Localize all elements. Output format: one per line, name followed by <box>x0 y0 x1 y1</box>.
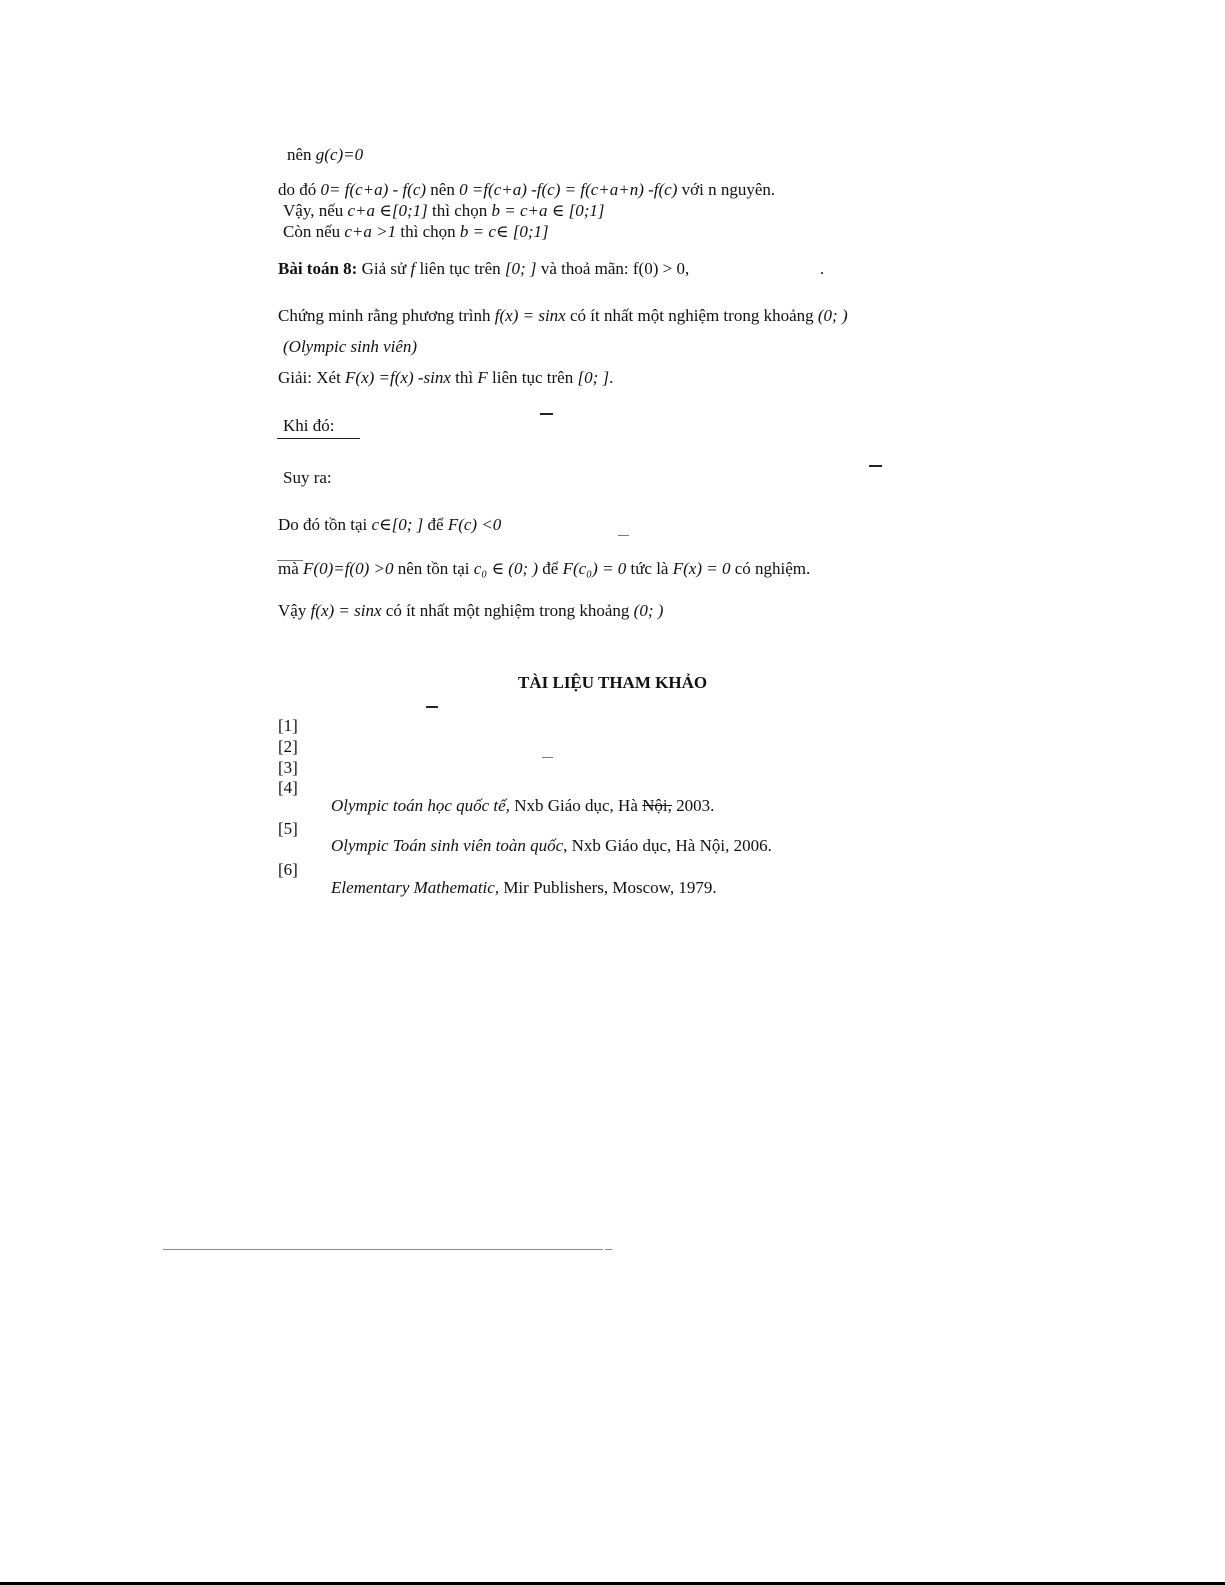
text: nên <box>287 145 316 164</box>
text: do đó <box>278 180 321 199</box>
math: [0; ] <box>577 368 610 387</box>
underline-rule <box>277 438 360 439</box>
math: F(c₀) = 0 <box>562 559 627 578</box>
suy-ra-label: Suy ra: <box>283 468 332 487</box>
math: f <box>410 259 416 278</box>
reference-title: Olympic toán học quốc tế, <box>331 796 510 815</box>
math: F(x) = 0 <box>672 559 731 578</box>
reference-number: [3] <box>278 758 298 777</box>
reference-title: Elementary Mathematic <box>331 878 495 897</box>
proof-line-3 <box>283 201 604 221</box>
text: Vậy <box>278 601 311 620</box>
text: có ít nhất một nghiệm trong khoảng <box>381 601 634 620</box>
source-note: (Olympic sinh viên) <box>283 337 418 356</box>
reference-entry <box>331 878 717 898</box>
math: b = c+a ∈ [0;1] <box>491 201 605 220</box>
math: F <box>477 368 488 387</box>
solution-line-1 <box>278 368 613 388</box>
fraction-bar <box>618 535 629 536</box>
fraction-bar <box>540 413 553 415</box>
math: c₀ ∈ (0; ) <box>473 559 539 578</box>
math: c∈[0; ] <box>371 515 424 534</box>
proof-line-1 <box>287 145 363 165</box>
text: nên <box>426 180 460 199</box>
text: với n nguyên. <box>677 180 776 199</box>
reference-publisher: Nxb Giáo dục, Hà <box>509 796 643 815</box>
math: g(c)=0 <box>315 145 364 164</box>
text: liên tục trên <box>415 259 505 278</box>
math: c+a >1 <box>344 222 397 241</box>
fraction-bar <box>542 757 553 758</box>
reference-number: [4] <box>278 778 298 797</box>
text: thì <box>450 368 478 387</box>
reference-entry <box>331 796 714 816</box>
reference-title: Olympic Toán sinh viên toàn quốc <box>331 836 564 855</box>
text: Chứng minh rằng phương trình <box>278 306 495 325</box>
proof-line-4 <box>283 222 549 242</box>
fraction-bar <box>426 706 438 708</box>
text: Vậy, nếu <box>283 201 348 220</box>
text: Còn nếu <box>283 222 345 241</box>
reference-number: [2] <box>278 737 298 756</box>
reference-entry <box>331 836 772 856</box>
text: nên tồn tại <box>393 559 474 578</box>
math: F(x) =f(x) -sinx <box>345 368 451 387</box>
text: . <box>609 368 614 387</box>
math: f(x) = sinx <box>310 601 382 620</box>
text: để <box>423 515 448 534</box>
struck-text: Nội, <box>642 796 672 815</box>
fraction-bar <box>869 465 882 467</box>
text: thì chọn <box>427 201 492 220</box>
text: Giả sử <box>357 259 411 278</box>
references-heading <box>518 673 707 693</box>
math: (0; ) <box>817 306 848 325</box>
math: c+a ∈[0;1] <box>347 201 428 220</box>
text: và thoả mãn: f(0) > 0, <box>536 259 690 278</box>
math: f(x) = sinx <box>494 306 566 325</box>
reference-number: [5] <box>278 819 298 838</box>
proof-line-2 <box>278 180 775 200</box>
problem-8-prove <box>278 306 848 326</box>
text: có ít nhất một nghiệm trong khoảng <box>565 306 818 325</box>
math: 0 =f(c+a) -f(c) = f(c+a+n) -f(c) <box>459 180 678 199</box>
text: Do đó tồn tại <box>278 515 372 534</box>
solution-line-4 <box>278 515 501 535</box>
text: có nghiệm. <box>730 559 811 578</box>
footnote-separator-tail <box>605 1249 612 1250</box>
reference-publisher: , Nxb Giáo dục, Hà Nội, 2006. <box>563 836 772 855</box>
math: b = c∈ [0;1] <box>459 222 549 241</box>
problem-8-dot: . <box>820 259 825 278</box>
solution-line-5 <box>278 559 810 579</box>
problem-8-source <box>283 337 417 357</box>
text: tức là <box>626 559 673 578</box>
reference-year: 2003. <box>671 796 715 815</box>
text: Giải: Xét <box>278 368 346 387</box>
math: 0= f(c+a) - f(c) <box>320 180 427 199</box>
reference-number: [1] <box>278 716 298 735</box>
math: [0; ] <box>504 259 537 278</box>
solution-line-6 <box>278 601 663 621</box>
text: mà <box>278 559 304 578</box>
heading-text: TÀI LIỆU THAM KHẢO <box>518 673 708 692</box>
reference-number: [6] <box>278 860 298 879</box>
math: F(0)=f(0) >0 <box>303 559 394 578</box>
text: thì chọn <box>396 222 460 241</box>
footnote-separator <box>163 1249 603 1250</box>
math: (0; ) <box>633 601 664 620</box>
reference-publisher: , Mir Publishers, Moscow, 1979. <box>494 878 717 897</box>
problem-label: Bài toán 8: <box>278 259 358 278</box>
problem-8-statement <box>278 259 689 279</box>
text: để <box>538 559 563 578</box>
text: liên tục trên <box>487 368 578 387</box>
math: F(c) <0 <box>447 515 502 534</box>
khi-do-label: Khi đó: <box>283 416 335 435</box>
